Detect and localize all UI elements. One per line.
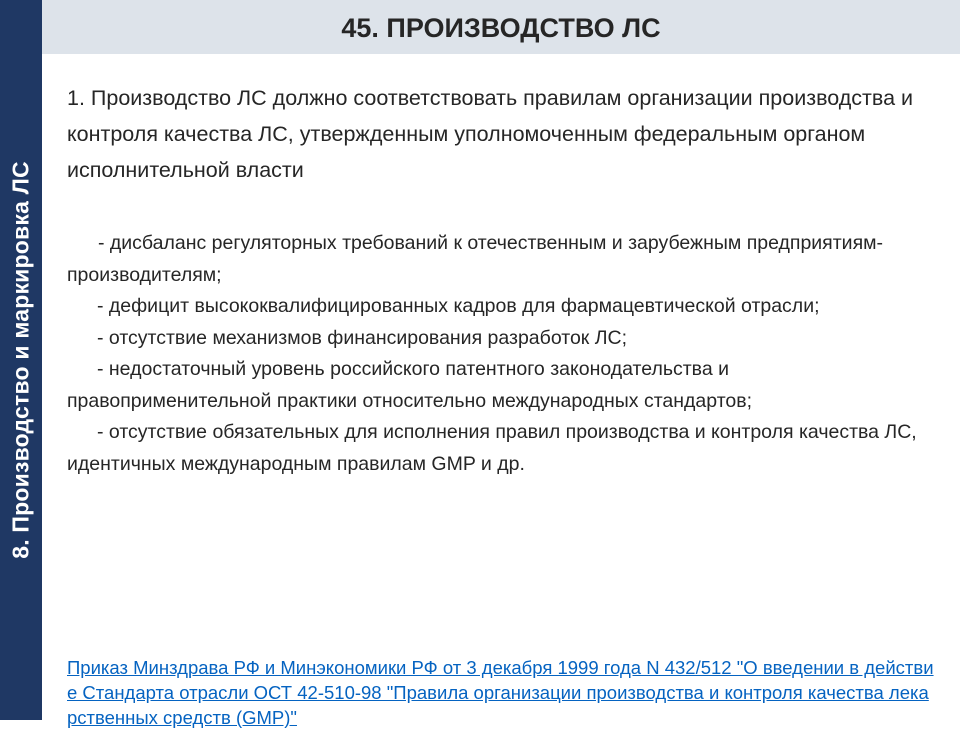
reference-link[interactable]: Приказ Минздрава РФ и Минэкономики РФ от 3 декабря 1999 года N 432/512 "О введении в действие Стандарта отрасли ОСТ 42-510-98 "Правила организации производства и контроля качества лекарственных средств (GMP)": [67, 657, 934, 728]
header: [42, 0, 960, 54]
sidebar: [0, 0, 42, 720]
section-label: 8. Производство и маркировка ЛС: [7, 161, 34, 559]
bullet-list: [67, 228, 927, 480]
bullet-item: - дефицит высококвалифицированных кадров для фармацевтической отрасли;: [97, 295, 820, 317]
page-title: 45. ПРОИЗВОДСТВО ЛС: [341, 13, 661, 43]
intro-paragraph: 1. Производство ЛС должно соответствовать правилам организации производства и контроля качества ЛС, утвержденным уполномоченным федеральным органом исполнительной власти: [67, 86, 914, 182]
bullet-item: - отсутствие обязательных для исполнения правил производства и контроля качества ЛС, идентичных международным правилам GMP и др.: [67, 421, 917, 475]
bullet-item: - недостаточный уровень российского патентного законодательства и правоприменительной практики относительно международных стандартов;: [67, 358, 753, 412]
main-content: [67, 80, 927, 480]
bullet-item: - отсутствие механизмов финансирования разработок ЛС;: [97, 326, 628, 349]
bullet-item: - дисбаланс регуляторных требований к отечественным и зарубежным предприятиям-производителям;: [67, 232, 884, 286]
